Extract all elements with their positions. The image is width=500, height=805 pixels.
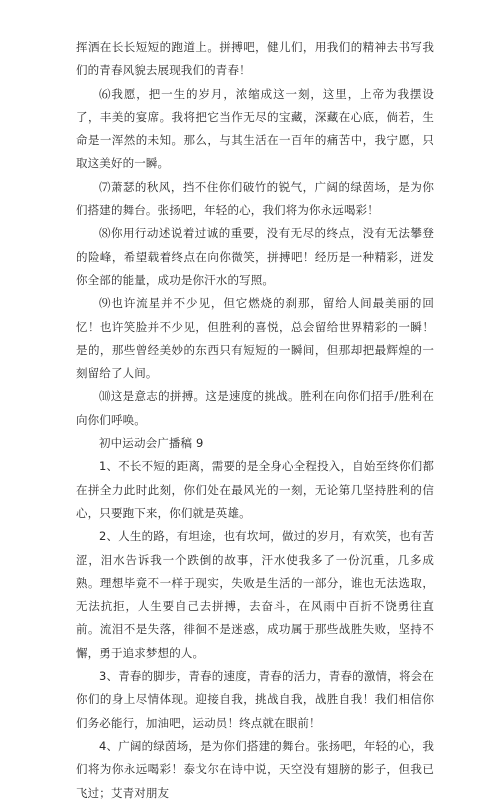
section-heading: 初中运动会广播稿 9 [99, 436, 204, 451]
paragraph-item-1: 1、不长不短的距离，需要的是全身心全程投入，自始至终你们都在拼全力此时此刻，你们处在最风光的一刻，无论第几坚持胜利的信心，只要跑下来，你们就是英雄。 [76, 459, 434, 520]
document-body [76, 36, 434, 805]
paragraph-9: ⑼也许流星并不少见，但它燃烧的刹那，留给人间最美丽的回忆！也许笑脸并不少见，但胜利的喜悦，总会留给世界精彩的一瞬！是的，那些曾经美妙的东西只有短短的一瞬间，但那却把最辉煌的一刻留给了人间。 [76, 296, 434, 381]
paragraph-item-4: 4、广阔的绿茵场，是为你们搭建的舞台。张扬吧，年轻的心，我们将为你永远喝彩！泰戈尔在诗中说，天空没有翅膀的影子，但我已飞过；艾青对朋友 [76, 738, 434, 800]
paragraph-continuation: 挥洒在长长短短的跑道上。拼搏吧，健儿们，用我们的精神去书写我们的青春风貌去展现我们的青春！ [76, 40, 434, 78]
paragraph-7: ⑺萧瑟的秋风，挡不住你们破竹的锐气，广阔的绿茵场，是为你们搭建的舞台。张扬吧，年轻的心，我们将为你永远喝彩！ [76, 179, 434, 218]
paragraph-item-3: 3、青春的脚步，青春的速度，青春的活力，青春的激情，将会在你们的身上尽情体现。迎接自我，挑战自我，战胜自我！我们相信你们务必能行，加油吧，运动员！终点就在眼前！ [76, 669, 434, 730]
paragraph-8: ⑻你用行动述说着过诚的重要，没有无尽的终点，没有无法攀登的险峰，希望载着终点在向你微笑，拼搏吧！经历是一种精彩，迸发你全部的能量，成功是你汗水的写照。 [76, 226, 434, 287]
paragraph-10: ⑽这是意志的拼搏。这是速度的挑战。胜利在向你们招手/胜利在向你们呼唤。 [76, 389, 434, 427]
paragraph-6: ⑹我愿，把一生的岁月，浓缩成这一刻，这里，上帝为我摆设了，丰美的宴席。我将把它当作无尽的宝藏，深藏在心底，倘若，生命是一浑然的未知。那么，与其生活在一百年的痛苦中，我宁愿，只取这美好的一瞬。 [76, 86, 434, 171]
paragraph-item-2: 2、人生的路，有坦途，也有坎坷，做过的岁月，有欢笑，也有苦涩，泪水告诉我一个跌倒的故事，汗水使我多了一份沉重，几多成熟。理想毕竟不一样于现实，失败是生活的一部分，谁也无法选取，无法抗拒，人生要自己去拼搏，去奋斗，在风雨中百折不饶勇往直前。流泪不是失落，徘徊不是迷惑，成功属于那些战胜失败，坚持不懈，勇于追求梦想的人。 [76, 529, 434, 660]
